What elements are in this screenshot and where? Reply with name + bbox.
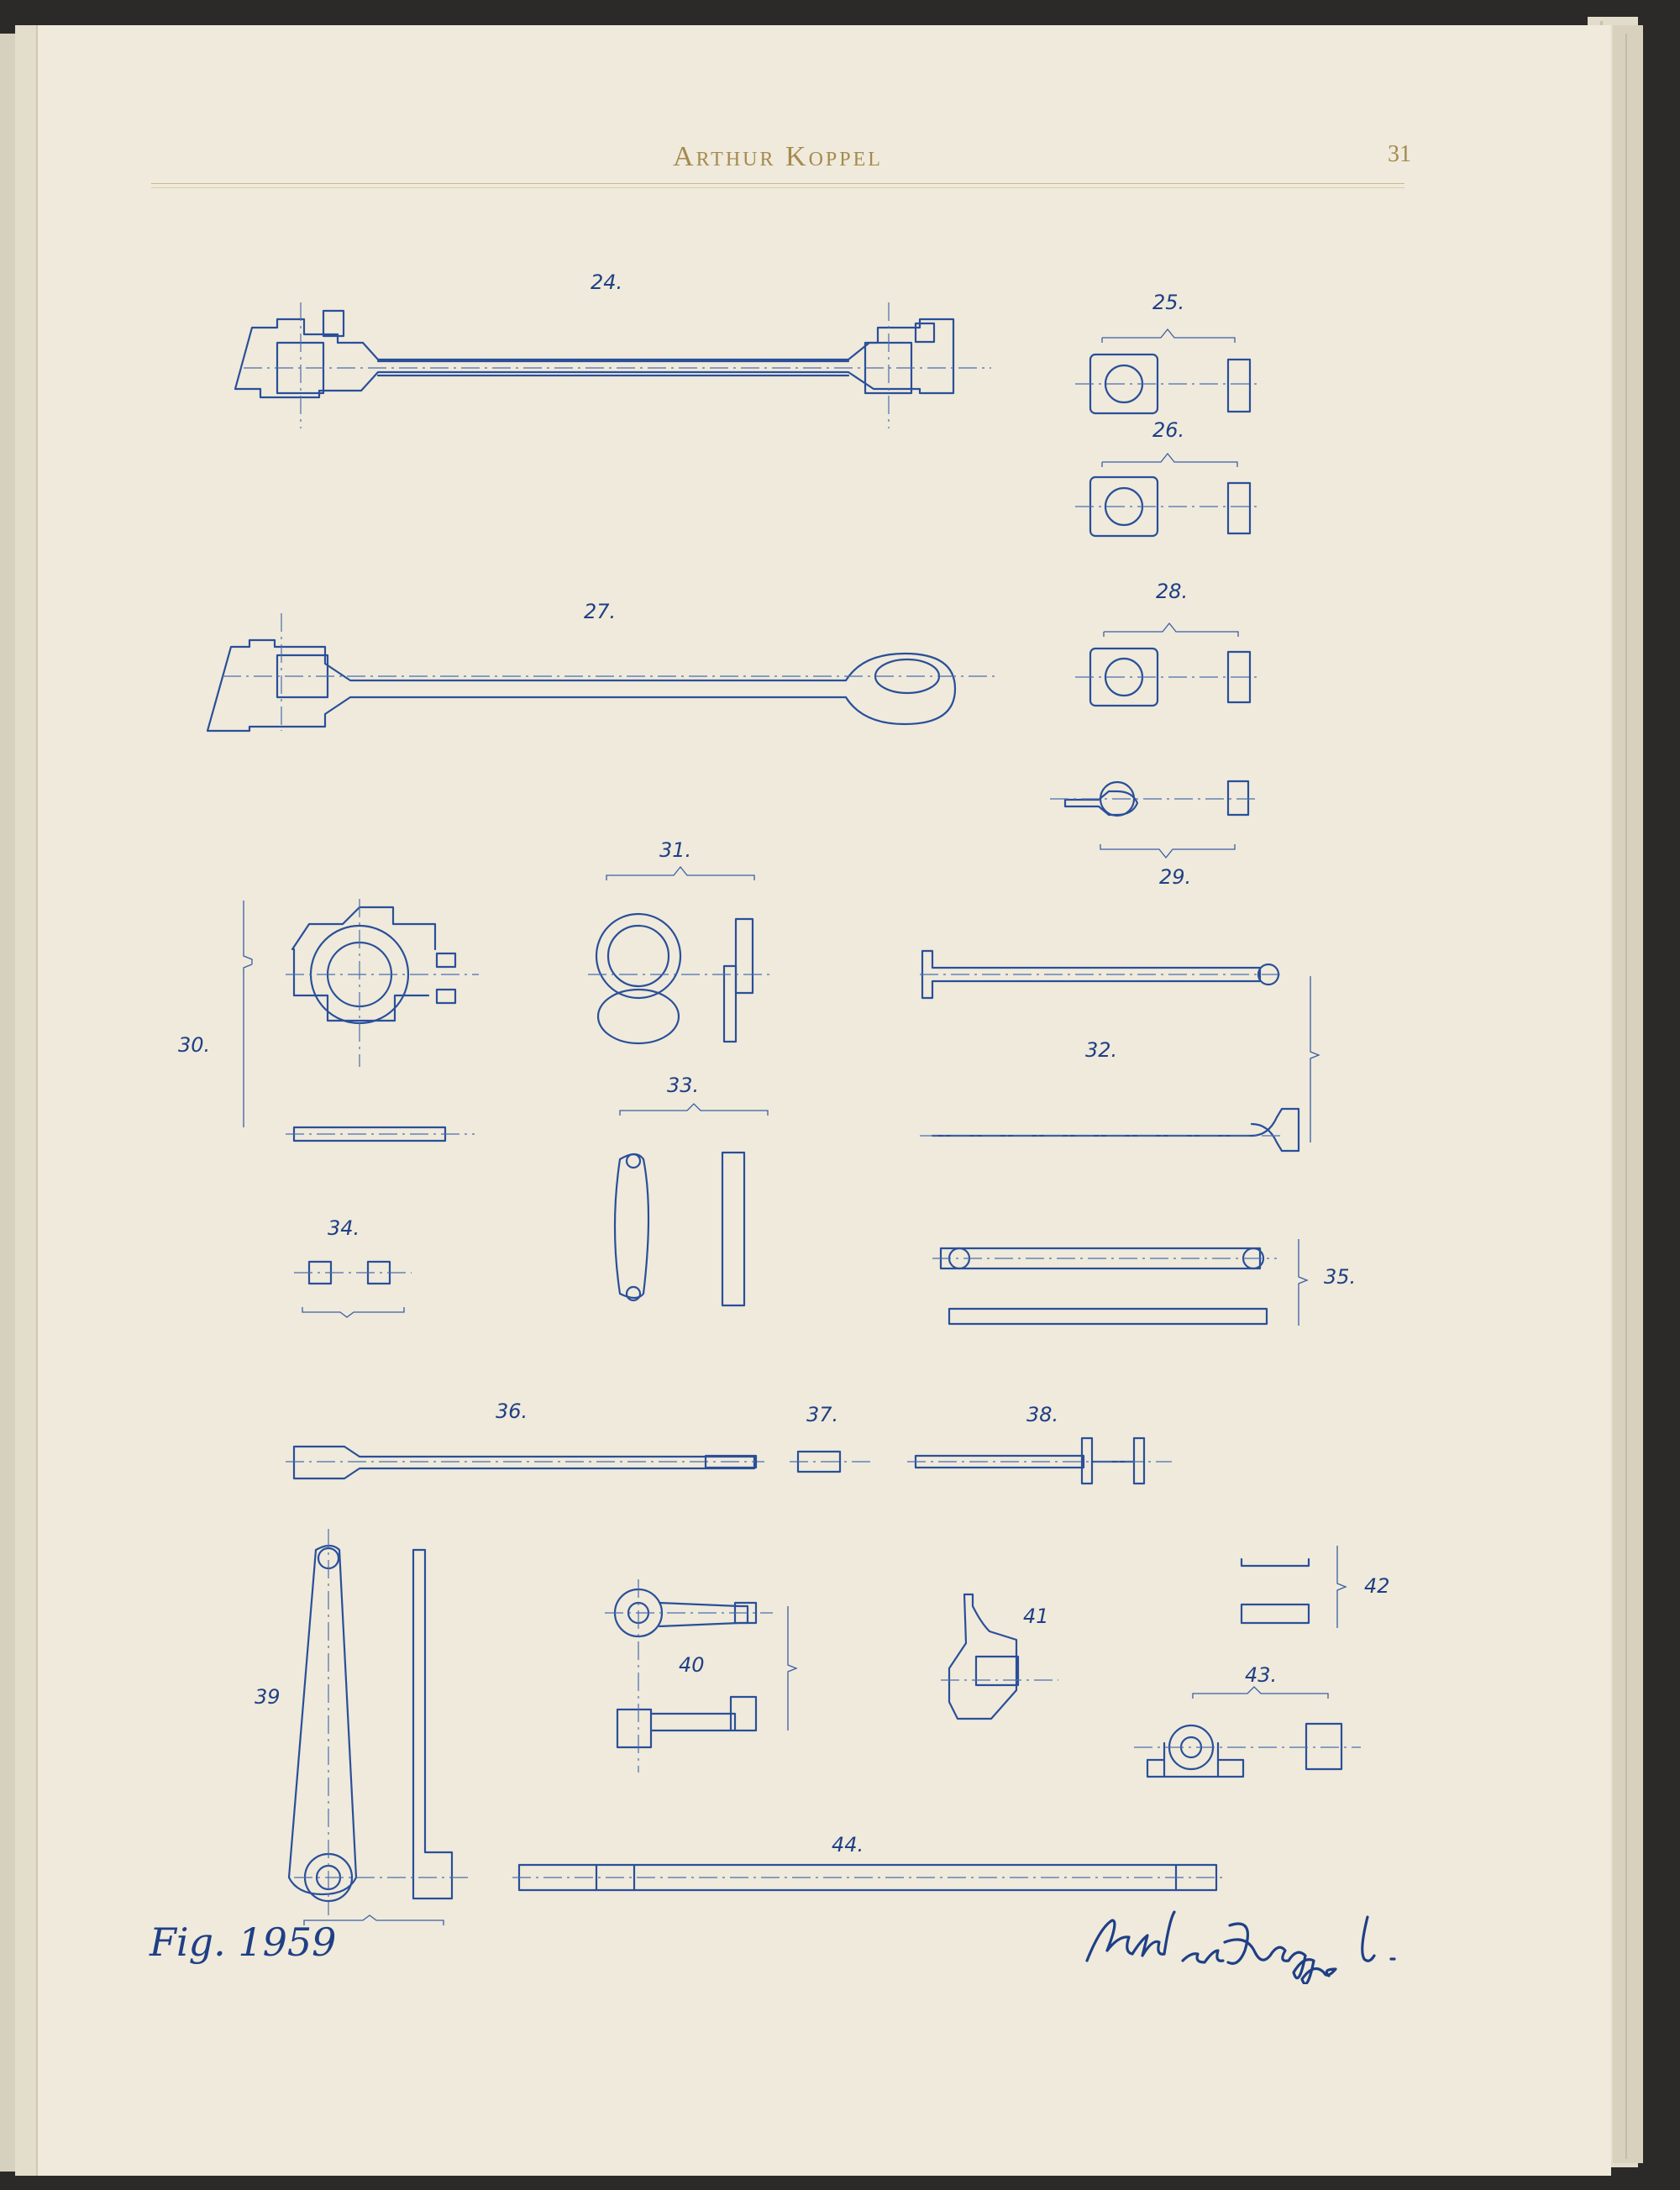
figure-number-26: 26. <box>1152 418 1185 442</box>
figure-number-27: 27. <box>584 600 617 623</box>
part-43-drawing <box>1134 1687 1361 1777</box>
part-32-drawing <box>920 951 1319 1151</box>
figure-number-44: 44. <box>832 1833 864 1857</box>
figure-number-40: 40 <box>679 1653 705 1677</box>
part-27-drawing <box>207 613 1000 731</box>
part-34-drawing <box>294 1262 412 1317</box>
figure-number-37: 37. <box>806 1403 839 1426</box>
part-38-drawing <box>907 1438 1172 1484</box>
figure-number-39: 39 <box>255 1685 281 1709</box>
figure-number-30: 30. <box>178 1033 211 1057</box>
running-head: Arthur Koppel <box>673 141 883 172</box>
figure-number-29: 29. <box>1159 865 1192 889</box>
part-39-drawing <box>289 1529 470 1925</box>
page-number: 31 <box>1388 141 1411 167</box>
part-42-drawing <box>1242 1546 1346 1628</box>
figure-number-25: 25. <box>1152 291 1185 314</box>
part-31-drawing <box>588 867 773 1043</box>
figure-number-36: 36. <box>496 1400 528 1423</box>
part-30-drawing <box>244 899 479 1141</box>
part-28-drawing <box>1075 623 1260 706</box>
part-44-drawing <box>512 1865 1226 1890</box>
figure-number-32: 32. <box>1085 1038 1118 1062</box>
figure-number-41: 41 <box>1023 1604 1049 1628</box>
part-36-drawing <box>286 1447 764 1478</box>
figure-number-24: 24. <box>591 270 623 294</box>
part-24-drawing <box>235 302 991 428</box>
part-35-drawing <box>932 1239 1307 1326</box>
part-26-drawing <box>1075 454 1260 536</box>
figure-number-34: 34. <box>328 1216 360 1240</box>
figure-number-38: 38. <box>1026 1403 1059 1426</box>
part-29-drawing <box>1050 781 1260 858</box>
figure-number-31: 31. <box>659 838 692 862</box>
part-33-drawing <box>615 1104 768 1305</box>
figure-number-35: 35. <box>1324 1265 1357 1289</box>
figure-number-43: 43. <box>1245 1663 1278 1687</box>
figure-number-42: 42 <box>1364 1574 1390 1598</box>
figure-caption: Fig. 1959 <box>150 1920 337 1965</box>
figure-number-28: 28. <box>1156 580 1189 603</box>
part-37-drawing <box>790 1452 874 1472</box>
signature <box>1082 1909 1410 1984</box>
part-25-drawing <box>1075 329 1260 413</box>
figure-number-33: 33. <box>667 1074 700 1097</box>
